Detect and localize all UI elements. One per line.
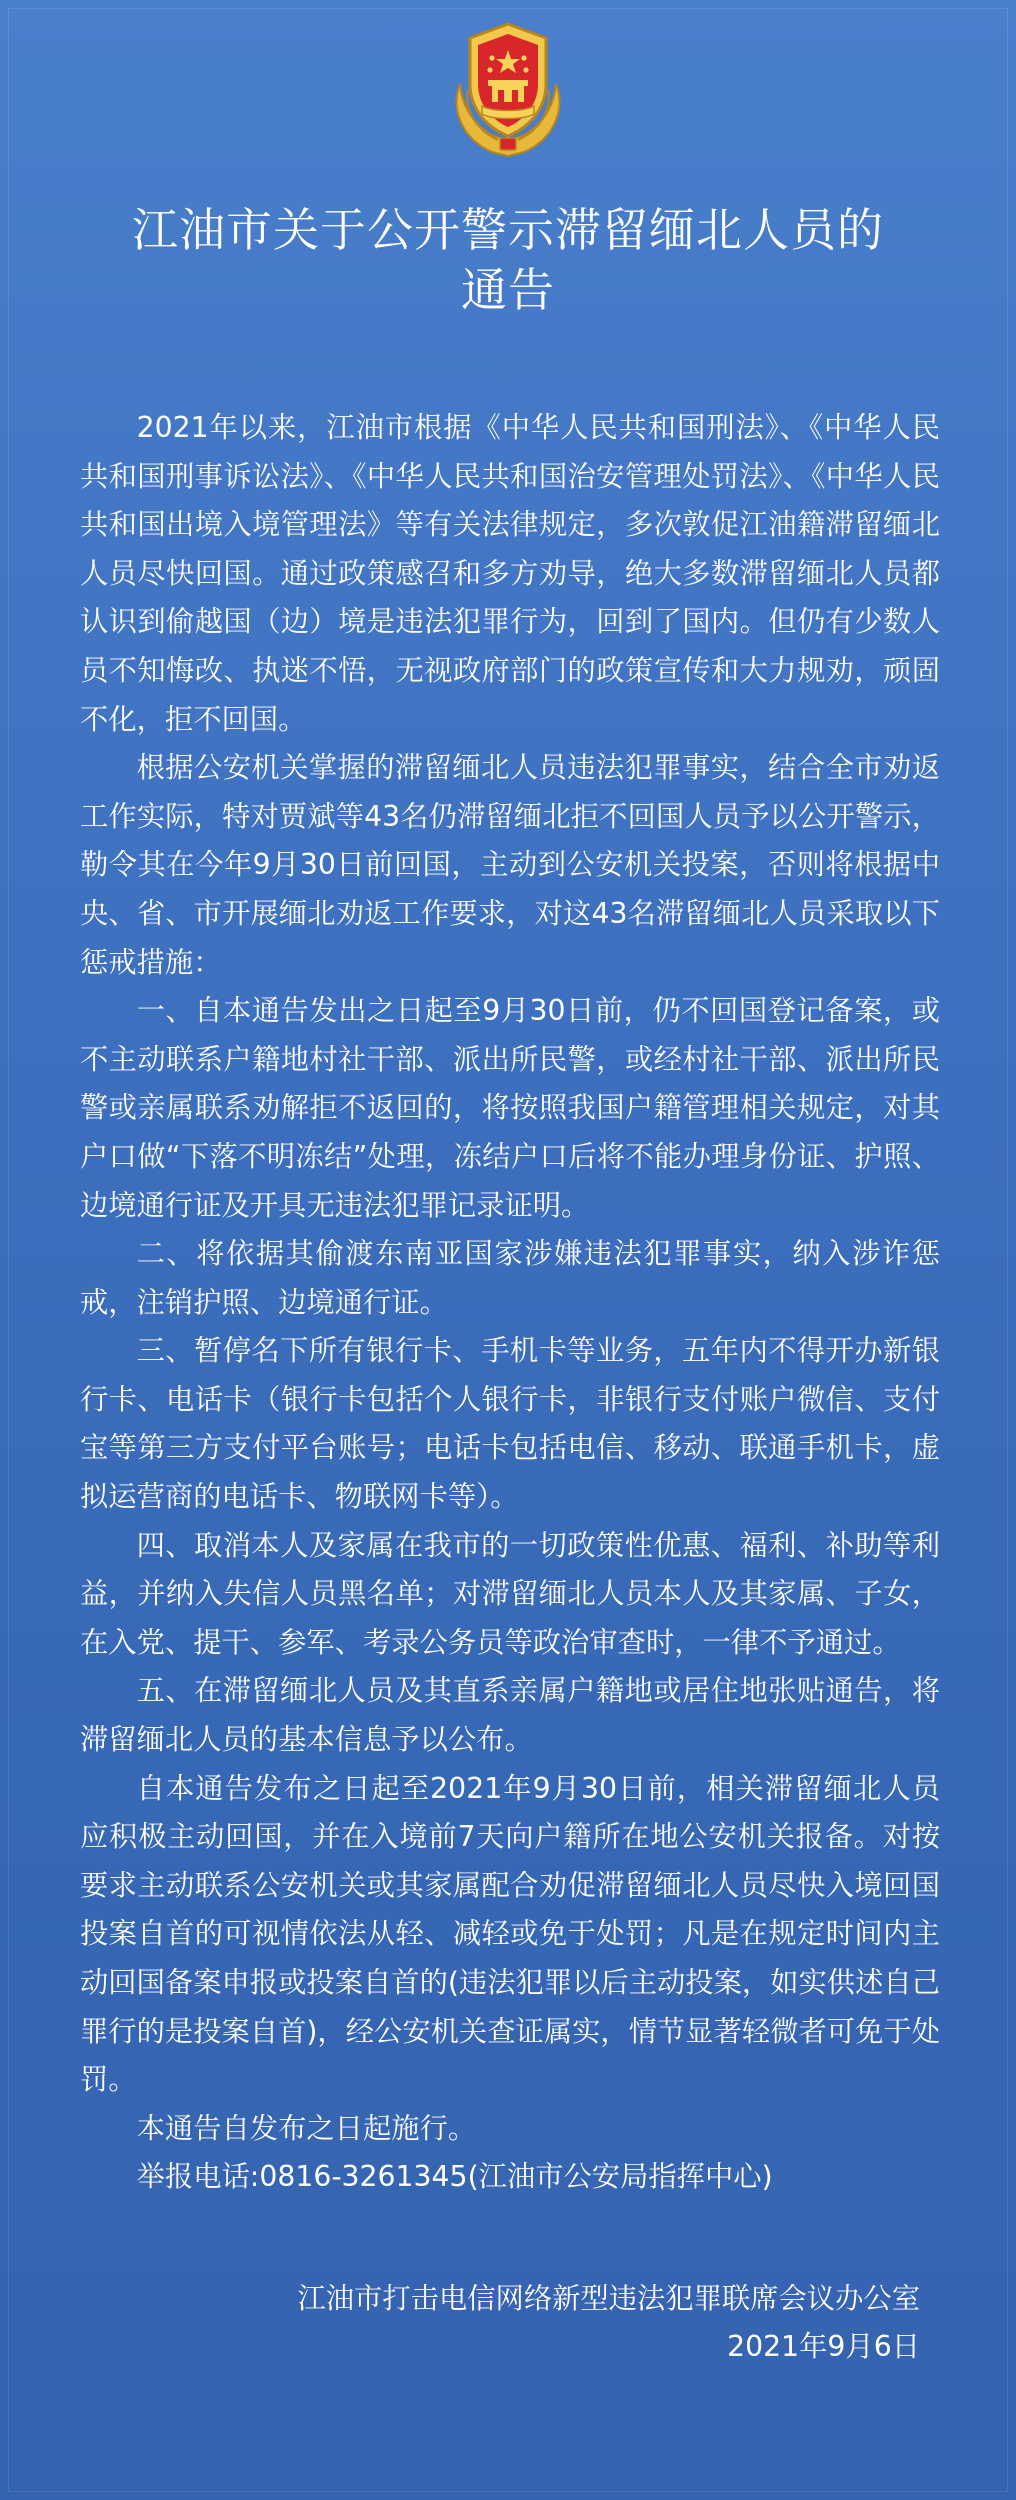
notice-body [80,404,940,2202]
police-badge-icon [442,14,574,164]
paragraph-measure-4: 四、取消本人及家属在我市的一切政策性优惠、福利、补助等利益，并纳入失信人员黑名单；对滞留缅北人员本人及其家属、子女，在入党、提干、参军、考录公务员等政治审查时，一律不予通过。 [80,1528,940,1659]
paragraph-measure-2: 二、将依据其偷渡东南亚国家涉嫌违法犯罪事实，纳入涉诈惩戒，注销护照、边境通行证。 [80,1237,940,1319]
paragraph-effective: 本通告自发布之日起施行。 [136,2111,477,2145]
paragraph-warning: 根据公安机关掌握的滞留缅北人员违法犯罪事实，结合全市劝返工作实际，特对贾斌等43名仍滞留缅北拒不回国人员予以公开警示，勒令其在今年9月30日前回国，主动到公安机关投案，否则将根据中央、省、市开展缅北劝返工作要求，对这43名滞留缅北人员采取以下惩戒措施： [80,751,940,979]
issuer-name: 江油市打击电信网络新型违法犯罪联席会议办公室 [297,2282,920,2315]
paragraph-measure-1: 一、自本通告发出之日起至9月30日前，仍不回国登记备案，或不主动联系户籍地村社干部、派出所民警，或经村社干部、派出所民警或亲属联系劝解拒不返回的，将按照我国户籍管理相关规定，对其户口做“下落不明冻结”处理，冻结户口后将不能办理身份证、护照、边境通行证及开具无违法犯罪记录证明。 [80,994,940,1222]
page-title [40,200,976,320]
paragraph-leniency: 自本通告发布之日起至2021年9月30日前，相关滞留缅北人员应积极主动回国，并在入境前7天向户籍所在地公安机关报备。对按要求主动联系公安机关或其家属配合劝促滞留缅北人员尽快入境回国投案自首的可视情依法从轻、减轻或免于处罚；凡是在规定时间内主动回国备案申报或投案自首的(违法犯罪以后主动投案，如实供述自己罪行的是投案自首)，经公安机关查证属实，情节显著轻微者可免于处罚。 [80,1771,940,2097]
report-hotline: 举报电话:0816-3261345(江油市公安局指挥中心) [136,2160,773,2194]
title-line-1: 江油市关于公开警示滞留缅北人员的 [132,203,884,257]
paragraph-intro: 2021年以来，江油市根据《中华人民共和国刑法》、《中华人民共和国刑事诉讼法》、《中华人民共和国治安管理处罚法》、《中华人民共和国出境入境管理法》等有关法律规定，多次敦促江油籍滞留缅北人员尽快回国。通过政策感召和多方劝导，绝大多数滞留缅北人员都认识到偷越国（边）境是违法犯罪行为，回到了国内。但仍有少数人员不知悔改、执迷不悟，无视政府部门的政策宣传和大力规劝，顽固不化，拒不回国。 [80,411,940,736]
title-line-2: 通告 [461,263,555,317]
issue-date: 2021年9月6日 [727,2330,920,2363]
paragraph-measure-3: 三、暂停名下所有银行卡、手机卡等业务，五年内不得开办新银行卡、电话卡（银行卡包括个人银行卡，非银行支付账户微信、支付宝等第三方支付平台账号；电话卡包括电信、移动、联通手机卡，虚拟运营商的电话卡、物联网卡等）。 [80,1334,940,1514]
signature-block [60,2275,920,2371]
paragraph-measure-5: 五、在滞留缅北人员及其直系亲属户籍地或居住地张贴通告，将滞留缅北人员的基本信息予以公布。 [80,1674,940,1757]
